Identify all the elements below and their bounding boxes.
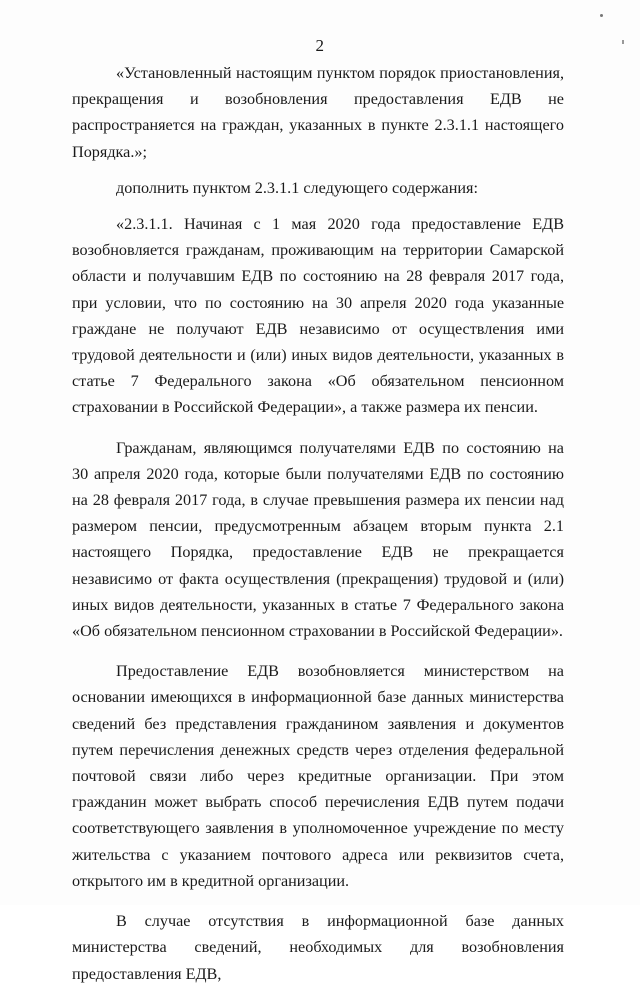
paragraph: «Установленный настоящим пунктом порядок приостановления, прекращения и возобновления предоставления ЕДВ не распространяется на граждан, указанных в пункте 2.3.1.1 настоящего Порядка.»; — [72, 64, 564, 161]
document-body — [72, 60, 564, 987]
page-number: 2 — [315, 36, 325, 55]
paragraph: Предоставление ЕДВ возобновляется министерством на основании имеющихся в информационной базе данных министерства сведений без представления гражданином заявления и документов путем перечисления денежных средств через отделения федеральной почтовой связи либо через кредитные организации. При этом гражданин может выбрать способ перечисления ЕДВ путем подачи соответствующего заявления в уполномоченное учреждение по месту жительства с указанием почтового адреса или реквизитов счета, открытого им в кредитной организации. — [72, 662, 564, 890]
scan-artifact — [600, 14, 603, 17]
paragraph: В случае отсутствия в информационной базе данных министерства сведений, необходимых для возобновления предоставления ЕДВ, — [72, 912, 564, 983]
paragraph: дополнить пунктом 2.3.1.1 следующего содержания: — [116, 178, 478, 197]
paragraph: «2.3.1.1. Начиная с 1 мая 2020 года предоставление ЕДВ возобновляется гражданам, проживающим на территории Самарской области и получавшим ЕДВ по состоянию на 28 февраля 2017 года, при условии, что по состоянию на 30 апреля 2020 года указанные граждане не получают ЕДВ независимо от осуществления ими трудовой деятельности и (или) иных видов деятельности, указанных в статье 7 Федерального закона «Об обязательном пенсионном страховании в Российской Федерации», а также размера их пенсии. — [72, 215, 564, 417]
paragraph: Гражданам, являющимся получателями ЕДВ по состоянию на 30 апреля 2020 года, которые были получателями ЕДВ по состоянию на 28 февраля 2017 года, в случае превышения размера их пенсии над размером пенсии, предусмотренным абзацем вторым пункта 2.1 настоящего Порядка, предоставление ЕДВ не прекращается независимо от факта осуществления (прекращения) трудовой и (или) иных видов деятельности, указанных в статье 7 Федерального закона «Об обязательном пенсионном страховании в Российской Федерации». — [72, 438, 564, 641]
